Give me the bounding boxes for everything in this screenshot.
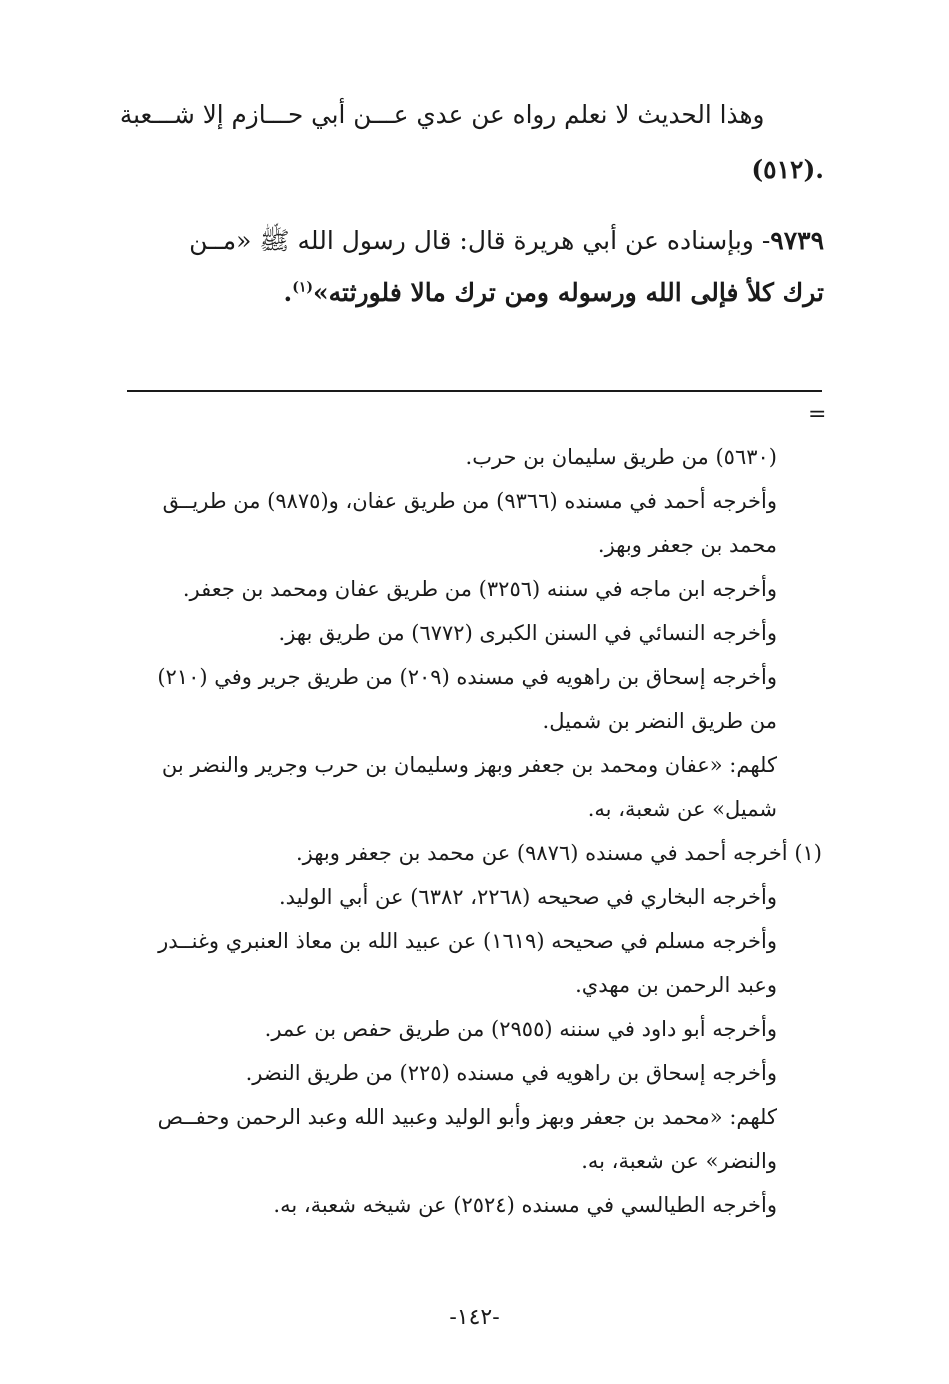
- footnote-line: وأخرجه إسحاق بن راهويه في مسنده (٢٠٩) من طريق جرير وفي (٢١٠): [157, 665, 777, 689]
- footnote-separator: [127, 390, 822, 392]
- hadith-line-2: [284, 278, 824, 307]
- footnote-line: (٥٦٣٠) من طريق سليمان بن حرب.: [465, 445, 777, 469]
- hadith-end: .: [283, 278, 293, 307]
- hadith-intro: - وبإسناده عن أبي هريرة قال: قال رسول الله ﷺ «مــن: [189, 226, 771, 255]
- footnote-line: كلهم: «عفان ومحمد بن جعفر وبهز وسليمان بن حرب وجرير والنضر بن: [161, 753, 777, 777]
- footnote-line: (١) أخرجه أحمد في مسنده (٩٨٧٦) عن محمد بن جعفر وبهز.: [295, 841, 822, 865]
- footnote-line: وعبد الرحمن بن مهدي.: [575, 973, 777, 997]
- footnote-line: محمد بن جعفر وبهز.: [597, 533, 777, 557]
- footnote-line: من طريق النضر بن شميل.: [542, 709, 777, 733]
- footnote-reference: (١): [292, 279, 314, 296]
- footnote-line: وأخرجه البخاري في صحيحه (٢٢٦٨، ٦٣٨٢) عن أبي الوليد.: [278, 885, 777, 909]
- footnote-line: وأخرجه النسائي في السنن الكبرى (٦٧٧٢) من طريق بهز.: [278, 621, 777, 645]
- hadith-line-1: [189, 225, 824, 262]
- footnote-line: وأخرجه مسلم في صحيحه (١٦١٩) عن عبيد الله بن معاذ العنبري وغنــدر: [158, 929, 777, 953]
- footnote-line: والنضر» عن شعبة، به.: [581, 1149, 777, 1173]
- footnote-line: وأخرجه الطيالسي في مسنده (٢٥٢٤) عن شيخه شعبة، به.: [273, 1193, 777, 1217]
- main-text-line-1: وهذا الحديث لا نعلم رواه عن عدي عـــن أبي حـــازم إلا شـــعبة: [119, 100, 764, 129]
- footnote-line: وأخرجه ابن ماجه في سننه (٣٢٥٦) من طريق عفان ومحمد بن جعفر.: [182, 577, 777, 601]
- hadith-number: ٩٧٣٩: [770, 226, 824, 255]
- footnote-line: وأخرجه إسحاق بن راهويه في مسنده (٢٢٥) من طريق النضر.: [245, 1061, 777, 1085]
- continuation-mark: =: [808, 402, 827, 427]
- footnote-line: شميل» عن شعبة، به.: [587, 797, 777, 821]
- footnote-line: وأخرجه أحمد في مسنده (٩٣٦٦) من طريق عفان، و(٩٨٧٥) من طريــق: [162, 489, 777, 513]
- footnote-line: وأخرجه أبو داود في سننه (٢٩٥٥) من طريق حفص بن عمر.: [264, 1017, 777, 1041]
- footnote-line: كلهم: «محمد بن جعفر وبهز وأبو الوليد وعبيد الله وعبد الرحمن وحفــص: [157, 1105, 777, 1129]
- page-number: -١٤٢-: [449, 1305, 500, 1330]
- hadith-text: ترك كلأ فإلى الله ورسوله ومن ترك مالا فلورثته»: [313, 278, 824, 307]
- main-text-line-2: .(٥١٢): [751, 155, 824, 184]
